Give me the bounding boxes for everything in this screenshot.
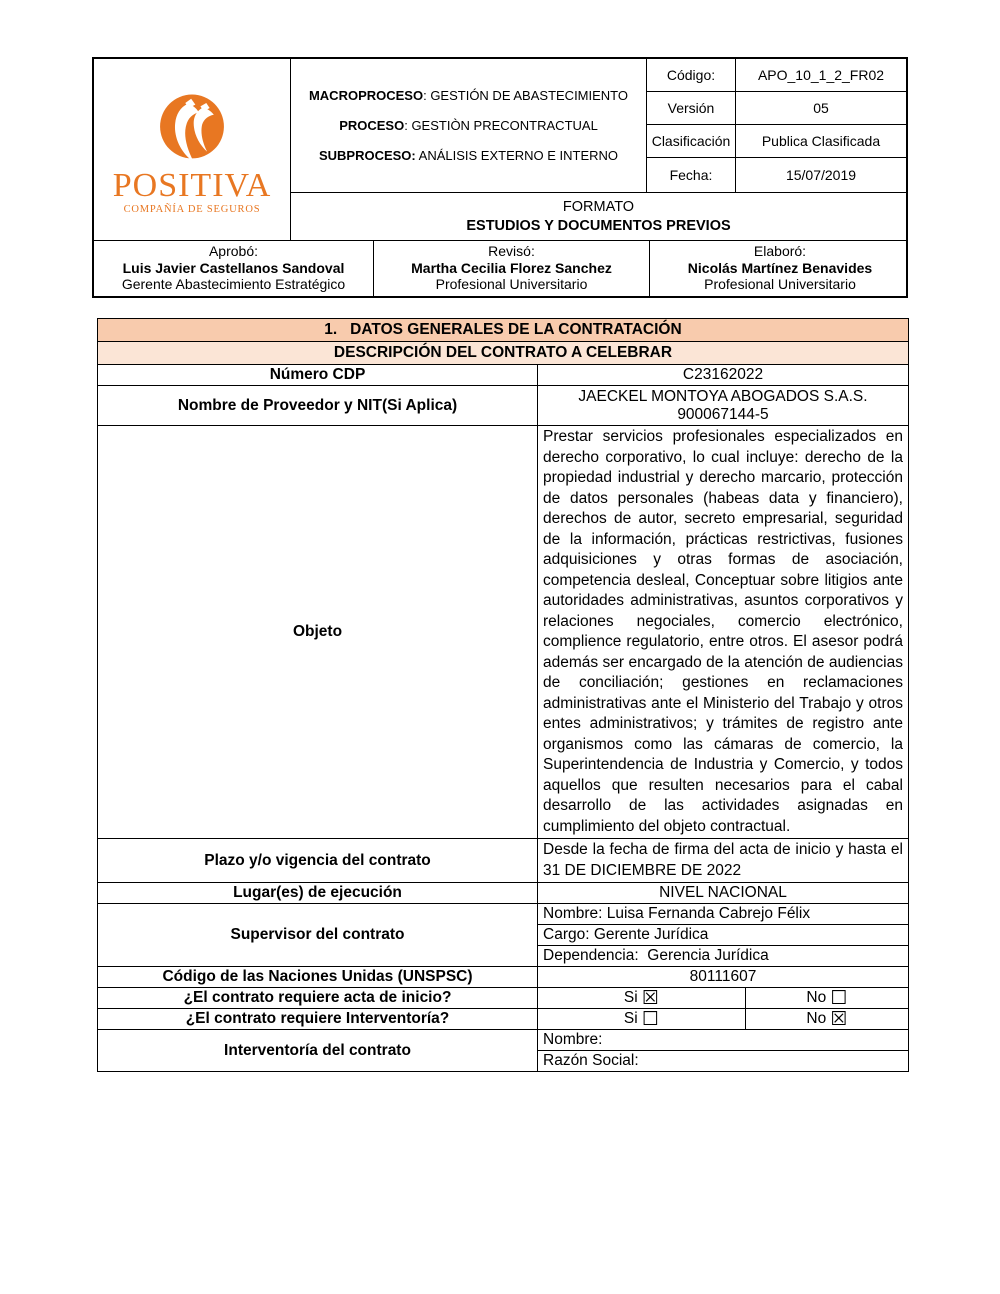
proceso-value: : GESTIÒN PRECONTRACTUAL (404, 118, 598, 133)
subproceso-value: ANÁLISIS EXTERNO E INTERNO (415, 148, 619, 163)
section-subtitle-row (98, 342, 909, 365)
proveedor-nit: 900067144-5 (677, 405, 769, 423)
macroproceso-value: : GESTIÓN DE ABASTECIMIENTO (423, 88, 629, 103)
reviewed-by-name: Martha Cecilia Florez Sanchez (411, 259, 612, 276)
lugar-label: Lugar(es) de ejecución (98, 883, 538, 904)
unspsc-row (98, 967, 909, 988)
brand-name: POSITIVA (112, 166, 272, 204)
supervisor-nombre: Nombre: Luisa Fernanda Cabrejo Félix (538, 904, 909, 925)
supervisor-label: Supervisor del contrato (98, 904, 538, 967)
numero-cdp-label: Número CDP (98, 365, 538, 386)
interventoria-contrato-nombre: Nombre: (538, 1030, 909, 1051)
document-header (92, 57, 908, 298)
version-value: 05 (736, 92, 906, 125)
interventoria-row (98, 1009, 909, 1030)
supervisor-cargo: Cargo: Gerente Jurídica (538, 925, 909, 946)
numero-cdp-row (98, 365, 909, 386)
codigo-value: APO_10_1_2_FR02 (736, 59, 906, 92)
interventoria-label: ¿El contrato requiere Interventoría? (98, 1009, 538, 1030)
interventoria-contrato-row-1 (98, 1030, 909, 1051)
contract-table (97, 318, 909, 1072)
clasificacion-label: Clasificación (647, 125, 736, 158)
interventoria-contrato-razon-social: Razón Social: (538, 1051, 909, 1072)
codigo-label: Código: (647, 59, 736, 92)
subproceso-line (297, 148, 640, 163)
interventoria-contrato-label: Interventoría del contrato (98, 1030, 538, 1072)
subproceso-label: SUBPROCESO: (318, 148, 416, 163)
section-title: 1. DATOS GENERALES DE LA CONTRATACIÓN (98, 319, 909, 342)
format-title-block (291, 192, 906, 240)
plazo-label: Plazo y/o vigencia del contrato (98, 839, 538, 883)
plazo-row (98, 839, 909, 883)
unspsc-label: Código de las Naciones Unidas (UNSPSC) (98, 967, 538, 988)
approved-by-title: Gerente Abastecimiento Estratégico (121, 276, 346, 292)
brand-tagline: COMPAÑÍA DE SEGUROS (123, 203, 261, 215)
numero-cdp-value: C23162022 (538, 365, 909, 386)
reviewed-by-label: Revisó: (488, 243, 535, 259)
proveedor-value (538, 386, 909, 426)
acta-inicio-yes-checkbox-icon: ☒ (642, 987, 660, 1009)
lugar-row (98, 883, 909, 904)
version-label: Versión (647, 92, 736, 125)
acta-inicio-row (98, 988, 909, 1009)
elaborated-by-block (649, 241, 910, 296)
acta-inicio-no-label: No (806, 989, 827, 1006)
objeto-value: Prestar servicios profesionales especializados en derecho corporativo, lo cual incluye: derecho de la propiedad industrial y derecho marcario, protección de datos personales (habeas data y financiero), derechos de autor, secreto empresarial, seguridad de la información, prácticas restrictivas, fusiones adquisiciones y otras formas de asociación, competencia desleal, Conceptuar sobre litigios ante autoridades administrativas, asuntos corporativos y relaciones negociales, comercio electrónico, complience regulatorio, entre otros. El asesor podrá además ser encargado de la atención de audiencias de conciliación; gestiones en reclamaciones administrativas ante el Ministerio del Trabajo y otros entes administrativos; y trámites de registro ante organismos como las cámaras de comercio, la Superintendencia de Industria y Comercio, y todos aquellos que resulten necesarios para el cabal desarrollo de las actividades asignadas en cumplimiento del objeto contractual. (538, 426, 909, 839)
approved-by-block (94, 241, 373, 296)
acta-inicio-yes-cell (538, 988, 746, 1009)
format-title: FORMATO (562, 198, 635, 215)
proceso-label: PROCESO (339, 118, 405, 133)
objeto-label: Objeto (98, 426, 538, 839)
clasificacion-value: Publica Clasificada (736, 125, 906, 158)
reviewed-by-title: Profesional Universitario (435, 276, 588, 292)
process-info (291, 59, 647, 192)
unspsc-value: 80111607 (538, 967, 909, 988)
elaborated-by-label: Elaboró: (753, 243, 807, 259)
supervisor-dependencia: Dependencia: Gerencia Jurídica (538, 946, 909, 967)
company-logo (94, 59, 291, 240)
plazo-value: Desde la fecha de firma del acta de inicio y hasta el 31 DE DICIEMBRE DE 2022 (538, 839, 909, 883)
proveedor-row (98, 386, 909, 426)
interventoria-no-label: No (806, 1010, 827, 1027)
acta-inicio-yes-label: Si (623, 989, 638, 1006)
acta-inicio-label: ¿El contrato requiere acta de inicio? (98, 988, 538, 1009)
proceso-line (297, 118, 640, 133)
supervisor-row-1 (98, 904, 909, 925)
proveedor-label: Nombre de Proveedor y NIT(Si Aplica) (98, 386, 538, 426)
macroproceso-line (297, 88, 640, 103)
fecha-value: 15/07/2019 (785, 167, 857, 183)
interventoria-yes-label: Si (623, 1010, 638, 1027)
proveedor-name: JAECKEL MONTOYA ABOGADOS S.A.S. (578, 387, 868, 405)
section-title-row (98, 319, 909, 342)
acta-inicio-no-checkbox-icon: ☐ (830, 987, 848, 1009)
interventoria-yes-checkbox-icon: ☐ (642, 1008, 660, 1030)
interventoria-no-checkbox-icon: ☒ (830, 1008, 848, 1030)
header-grid (94, 59, 906, 240)
fecha-label: Fecha: (647, 158, 736, 192)
positiva-emblem-icon (149, 87, 235, 171)
interventoria-no-cell (746, 1009, 909, 1030)
section-subtitle: DESCRIPCIÓN DEL CONTRATO A CELEBRAR (98, 342, 909, 365)
approved-by-label: Aprobó: (208, 243, 259, 259)
elaborated-by-title: Profesional Universitario (704, 276, 856, 292)
objeto-row (98, 426, 909, 839)
approvals-row (94, 240, 906, 296)
acta-inicio-no-cell (746, 988, 909, 1009)
reviewed-by-block (373, 241, 649, 296)
lugar-value: NIVEL NACIONAL (538, 883, 909, 904)
format-subtitle: ESTUDIOS Y DOCUMENTOS PREVIOS (466, 217, 731, 234)
approved-by-name: Luis Javier Castellanos Sandoval (122, 259, 345, 276)
interventoria-yes-cell (538, 1009, 746, 1030)
macroproceso-label: MACROPROCESO (308, 88, 424, 103)
elaborated-by-name: Nicolás Martínez Benavides (687, 259, 873, 276)
